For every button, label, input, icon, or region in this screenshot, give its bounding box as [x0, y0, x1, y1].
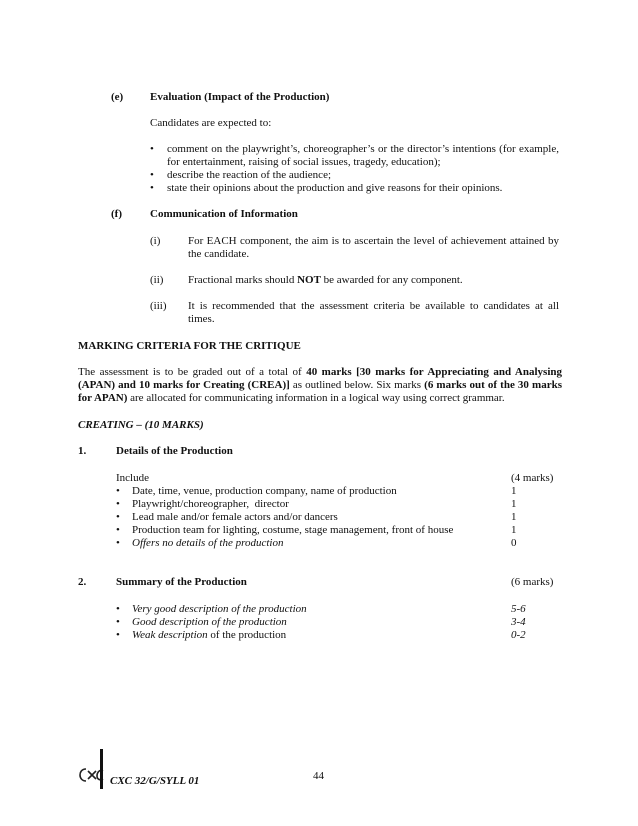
details-total: (4 marks)	[511, 472, 554, 484]
text-part: be awarded for any component.	[320, 274, 463, 286]
bullet-icon: •	[116, 616, 120, 628]
section-f-item-num: (i)	[150, 235, 161, 247]
section-f-item-text	[188, 274, 463, 287]
bullet-icon: •	[150, 143, 154, 155]
details-row-text: Production team for lighting, costume, stage management, front of house	[132, 524, 454, 536]
section-f-item-num: (ii)	[150, 274, 164, 286]
text-part: are allocated for communicating information in a logical way using correct grammar.	[127, 392, 505, 404]
bullet-icon: •	[116, 498, 120, 510]
section-e-title: Evaluation (Impact of the Production)	[150, 91, 330, 103]
bullet-icon: •	[116, 537, 120, 549]
details-row-mark: 1	[511, 485, 517, 497]
summary-row-text	[132, 616, 287, 629]
section-e-bullet-3: state their opinions about the production and give reasons for their opinions.	[167, 182, 503, 194]
section-e-intro: Candidates are expected to:	[150, 117, 272, 129]
details-row-mark: 1	[511, 498, 517, 510]
details-row-text: Playwright/choreographer, director	[132, 498, 289, 510]
bullet-icon: •	[116, 629, 120, 641]
summary-row-mark: 0-2	[511, 629, 526, 641]
bullet-icon: •	[150, 182, 154, 194]
text-emphasis: (6 marks out of the 30 marks for APAN)	[78, 379, 562, 404]
section-e-bullet-2: describe the reaction of the audience;	[167, 169, 332, 181]
summary-title: Summary of the Production	[116, 576, 247, 588]
details-row-text: Offers no details of the production	[132, 537, 284, 549]
details-row-text: Date, time, venue, production company, name of production	[132, 485, 397, 497]
bullet-icon: •	[116, 524, 120, 536]
text-italic: Good description of the production	[132, 616, 287, 628]
page-number: 44	[313, 770, 324, 782]
details-include-label: Include	[116, 472, 149, 484]
details-number: 1.	[78, 445, 87, 457]
bullet-icon: •	[116, 485, 120, 497]
section-e-label: (e)	[111, 91, 124, 103]
text-part: of the production	[207, 629, 287, 641]
marking-paragraph	[78, 366, 562, 405]
text-emphasis: 40 marks [30 marks for Appreciating and Analysing (APAN) and 10 marks for Creating (CREA)]	[78, 366, 562, 391]
creating-heading: CREATING – (10 MARKS)	[78, 419, 204, 431]
text-part: Fractional marks should	[188, 274, 298, 286]
text-italic: Very good description of the production	[132, 603, 307, 615]
details-row-mark: 1	[511, 511, 517, 523]
bullet-icon: •	[150, 169, 154, 181]
syllabus-code: CXC 32/G/SYLL 01	[110, 775, 200, 787]
summary-row-mark: 3-4	[511, 616, 526, 628]
marking-heading: MARKING CRITERIA FOR THE CRITIQUE	[78, 340, 301, 352]
details-row-mark: 0	[511, 537, 517, 549]
text-part: as outlined below. Six marks	[289, 379, 425, 391]
bullet-icon: •	[116, 511, 120, 523]
section-f-item-num: (iii)	[150, 300, 167, 312]
summary-row-mark: 5-6	[511, 603, 526, 615]
details-row-text: Lead male and/or female actors and/or dancers	[132, 511, 338, 523]
section-f-item-text: It is recommended that the assessment criteria be available to candidates at all times.	[188, 300, 559, 325]
section-f-title: Communication of Information	[150, 208, 298, 220]
summary-row-text	[132, 603, 307, 616]
details-row-mark: 1	[511, 524, 517, 536]
footer-divider	[100, 749, 103, 789]
summary-row-text	[132, 629, 286, 642]
summary-number: 2.	[78, 576, 87, 588]
section-e-bullet-1: comment on the playwright’s, choreographer’s or the director’s intentions (for example, for entertainment, raising of social issues, tragedy, education);	[167, 143, 559, 168]
details-title: Details of the Production	[116, 445, 233, 457]
summary-total: (6 marks)	[511, 576, 554, 588]
bullet-icon: •	[116, 603, 120, 615]
section-f-label: (f)	[111, 208, 122, 220]
section-f-item-text: For EACH component, the aim is to ascertain the level of achievement attained by the candidate.	[188, 235, 559, 260]
text-italic: Weak description	[132, 629, 208, 641]
text-part: The assessment is to be graded out of a total of	[78, 366, 307, 378]
text-emphasis: NOT	[297, 274, 321, 286]
